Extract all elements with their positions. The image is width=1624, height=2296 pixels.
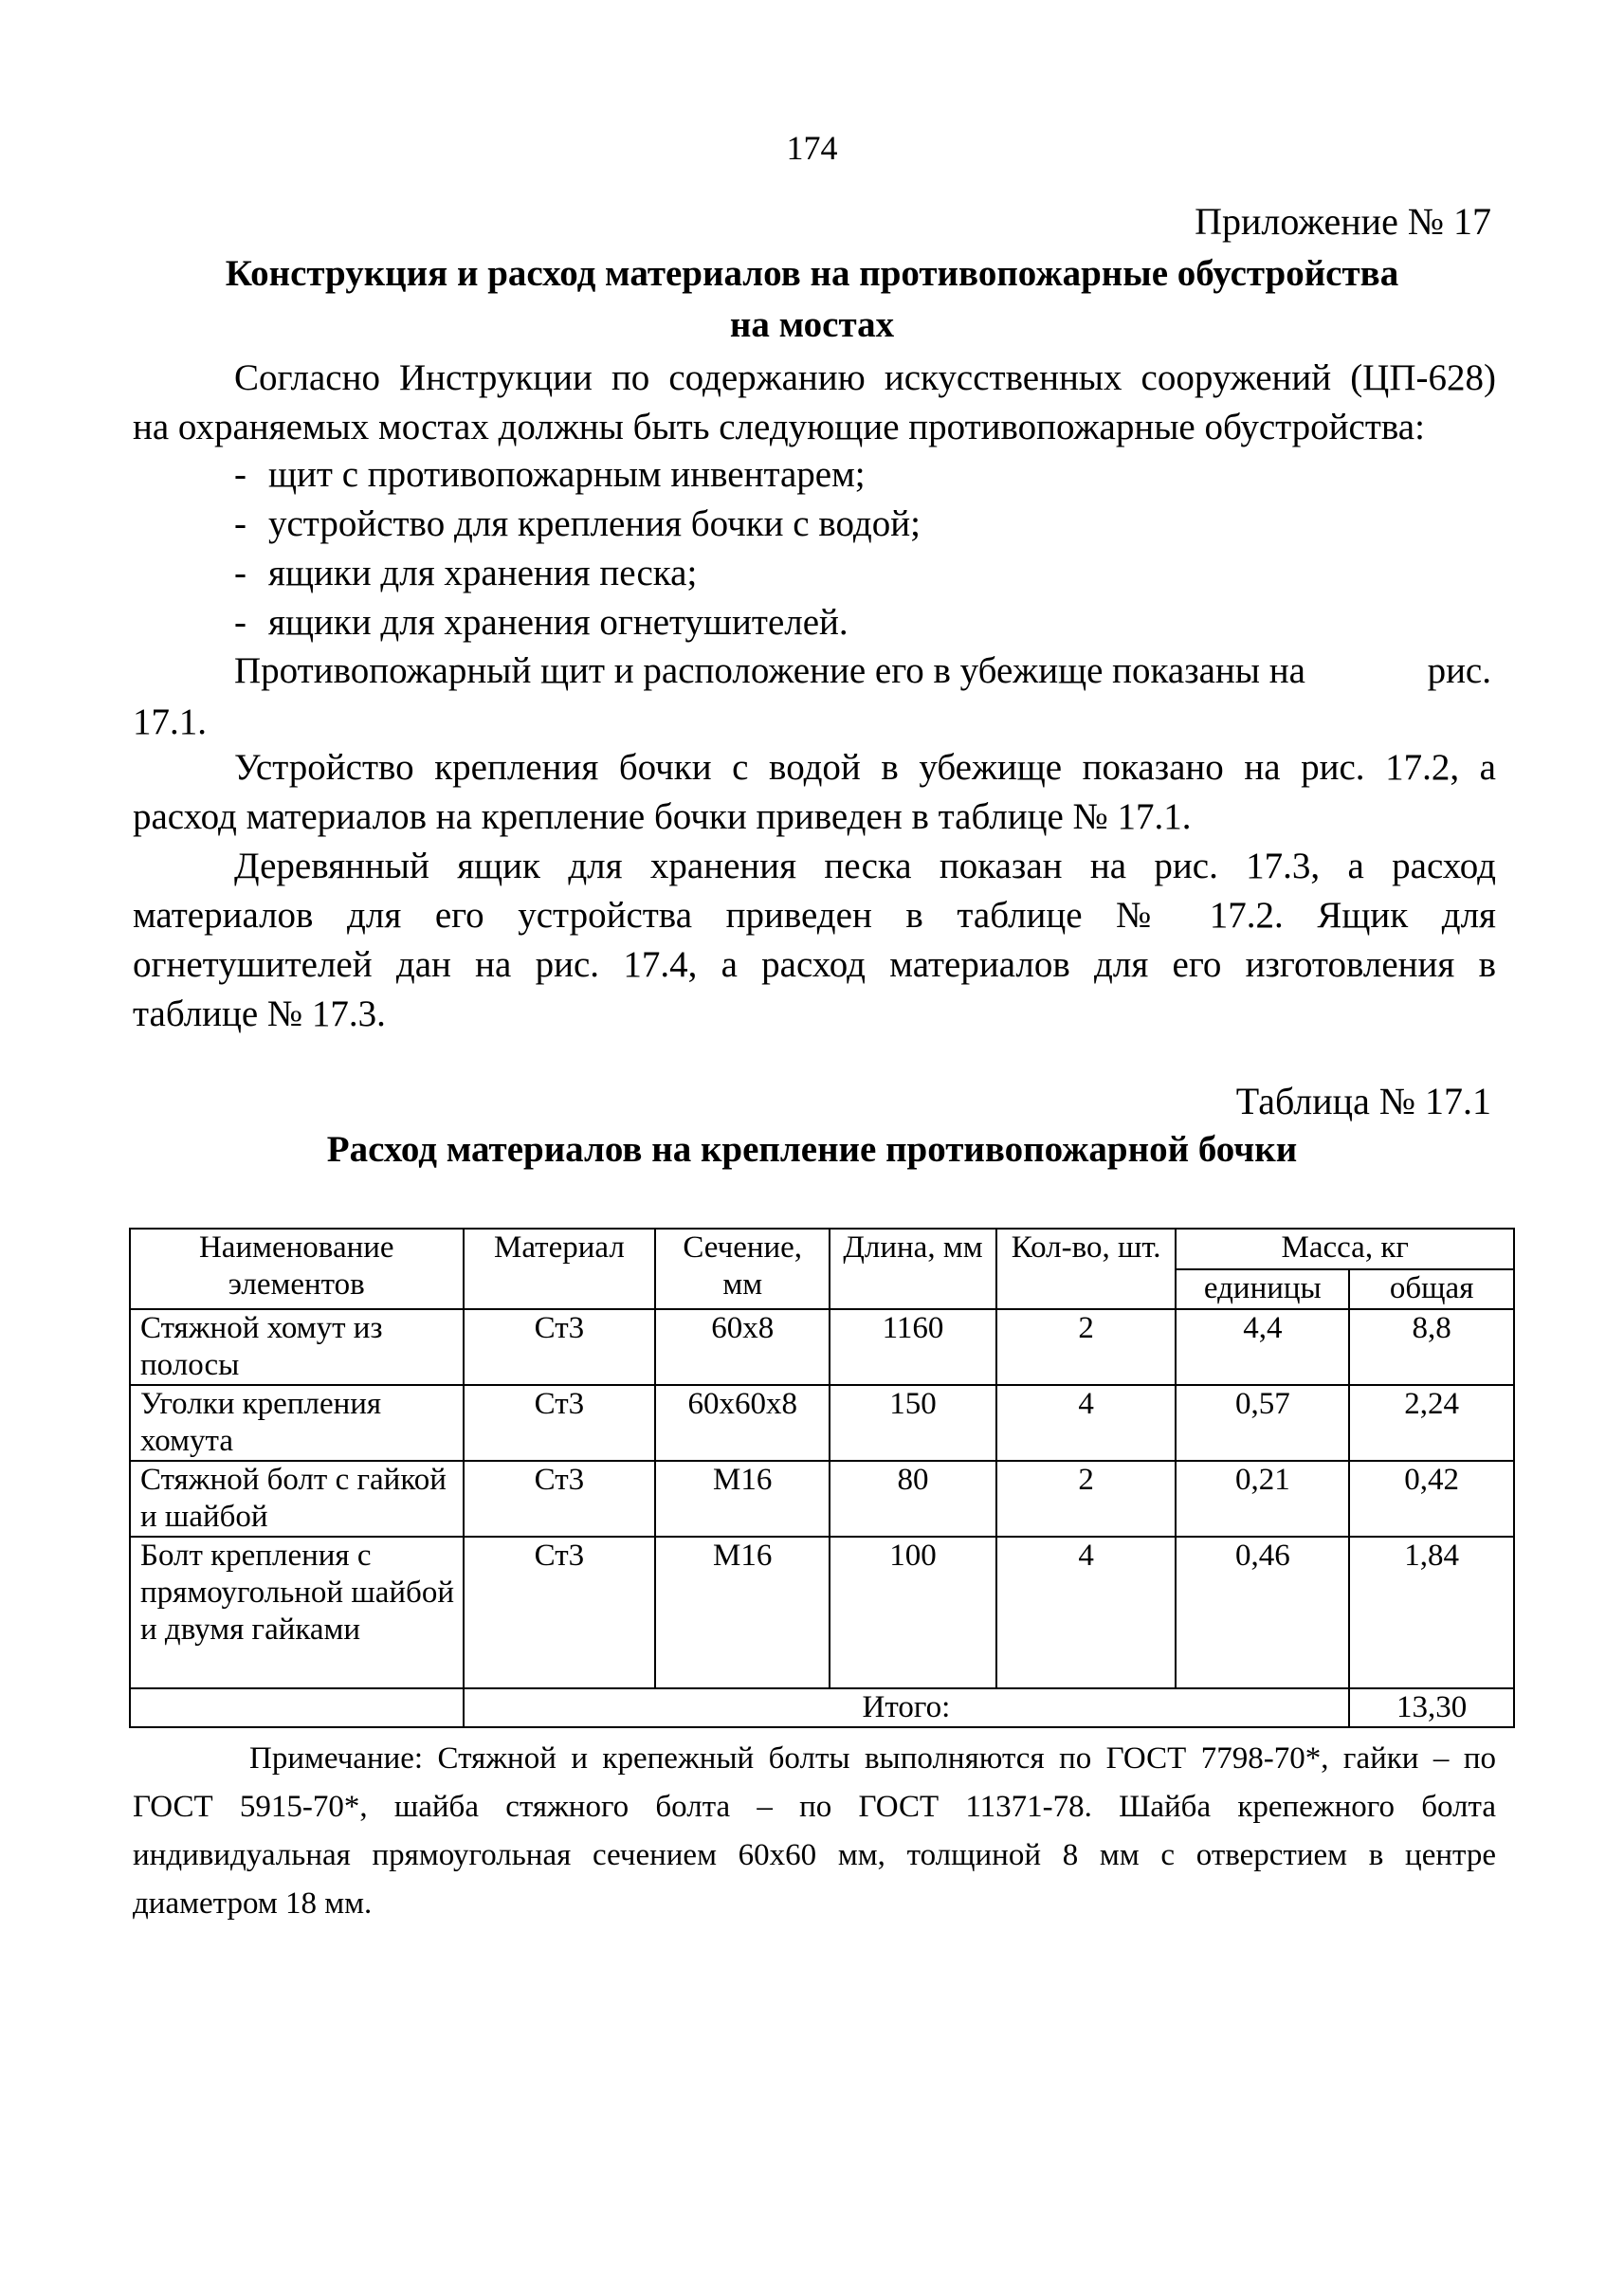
cell-section: М16 <box>655 1537 830 1688</box>
cell-qty: 2 <box>996 1461 1177 1537</box>
cell-material: Ст3 <box>464 1385 656 1461</box>
cell-section: М16 <box>655 1461 830 1537</box>
table-title: Расход материалов на крепление противопожарной бочки <box>326 1129 1298 1170</box>
list-dash: - <box>234 454 246 495</box>
note-line-4: диаметром 18 мм. <box>133 1886 373 1921</box>
list-item-text: щит с противопожарным инвентарем; <box>268 454 866 495</box>
intro-line-2: на охраняемых мостах должны быть следующие противопожарные обустройства: <box>133 407 1425 447</box>
cell-mass-total: 8,8 <box>1349 1309 1514 1385</box>
paragraph-4-line-2: материалов для его устройства приведен в таблице № 17.2. Ящик для <box>133 895 1496 936</box>
list-dash: - <box>234 503 246 544</box>
header-length: Длина, мм <box>830 1229 996 1309</box>
cell-mass-total: 2,24 <box>1349 1385 1514 1461</box>
note-line-3: индивидуальная прямоугольная сечением 60х60 мм, толщиной 8 мм с отверстием в центре <box>133 1838 1496 1872</box>
cell-length: 100 <box>830 1537 996 1688</box>
header-mass-total: общая <box>1349 1269 1514 1309</box>
cell-mass-unit: 0,57 <box>1176 1385 1349 1461</box>
header-mass: Масса, кг <box>1176 1229 1514 1269</box>
header-material: Материал <box>464 1229 656 1309</box>
table-row <box>130 1309 1514 1385</box>
cell-mass-unit: 0,46 <box>1176 1537 1349 1688</box>
cell-length: 80 <box>830 1461 996 1537</box>
document-title-line-1: Конструкция и расход материалов на противопожарные обустройства <box>225 253 1399 294</box>
header-section: Сечение, мм <box>655 1229 830 1309</box>
cell-material: Ст3 <box>464 1537 656 1688</box>
paragraph-3-line-1: Устройство крепления бочки с водой в убежище показано на рис. 17.2, а <box>234 747 1496 788</box>
list-dash: - <box>234 553 246 593</box>
cell-section: 60х8 <box>655 1309 830 1385</box>
paragraph-2-line-2: 17.1. <box>133 702 207 742</box>
cell-mass-unit: 0,21 <box>1176 1461 1349 1537</box>
paragraph-3-line-2: расход материалов на крепление бочки приведен в таблице № 17.1. <box>133 796 1192 837</box>
appendix-label: Приложение № 17 <box>1195 200 1491 243</box>
note-line-2: ГОСТ 5915-70*, шайба стяжного болта – по ГОСТ 11371-78. Шайба крепежного болта <box>133 1790 1496 1824</box>
materials-table <box>129 1228 1515 1728</box>
cell-section: 60х60х8 <box>655 1385 830 1461</box>
total-value: 13,30 <box>1349 1688 1514 1727</box>
cell-length: 1160 <box>830 1309 996 1385</box>
cell-name: Стяжной болт с гайкой и шайбой <box>130 1461 464 1537</box>
cell-qty: 2 <box>996 1309 1177 1385</box>
header-name: Наименование элементов <box>130 1229 464 1309</box>
list-dash: - <box>234 602 246 643</box>
cell-material: Ст3 <box>464 1309 656 1385</box>
header-mass-unit: единицы <box>1176 1269 1349 1309</box>
list-item <box>234 453 866 496</box>
cell-mass-total: 1,84 <box>1349 1537 1514 1688</box>
cell-name: Уголки крепления хомута <box>130 1385 464 1461</box>
table-total-row <box>130 1688 1514 1727</box>
paragraph-4-line-3: огнетушителей дан на рис. 17.4, а расход материалов для его изготовления в <box>133 944 1496 985</box>
cell-qty: 4 <box>996 1537 1177 1688</box>
cell-length: 150 <box>830 1385 996 1461</box>
cell-empty <box>130 1688 464 1727</box>
total-label: Итого: <box>464 1688 1350 1727</box>
cell-mass-unit: 4,4 <box>1176 1309 1349 1385</box>
paragraph-2-line-1: Противопожарный щит и расположение его в убежище показаны на <box>234 650 1305 691</box>
intro-line-1: Согласно Инструкции по содержанию искусственных сооружений (ЦП-628) <box>234 357 1496 398</box>
cell-mass-total: 0,42 <box>1349 1461 1514 1537</box>
paragraph-2-line-1-end: рис. <box>1427 650 1491 691</box>
header-qty: Кол-во, шт. <box>996 1229 1177 1309</box>
paragraph-4-line-1: Деревянный ящик для хранения песка показан на рис. 17.3, а расход <box>234 846 1496 886</box>
list-item-text: устройство для крепления бочки с водой; <box>268 503 921 544</box>
cell-material: Ст3 <box>464 1461 656 1537</box>
list-item <box>234 552 697 594</box>
paragraph-4-line-4: таблице № 17.3. <box>133 993 386 1034</box>
cell-qty: 4 <box>996 1385 1177 1461</box>
cell-name: Стяжной хомут из полосы <box>130 1309 464 1385</box>
list-item-text: ящики для хранения огнетушителей. <box>268 602 848 643</box>
document-title-line-2: на мостах <box>729 304 895 345</box>
page-number: 174 <box>786 129 838 167</box>
list-item <box>234 601 848 644</box>
table-row <box>130 1461 1514 1537</box>
list-item-text: ящики для хранения песка; <box>268 553 698 593</box>
table-row <box>130 1385 1514 1461</box>
table-row <box>130 1537 1514 1688</box>
note-line-1: Примечание: Стяжной и крепежный болты выполняются по ГОСТ 7798-70*, гайки – по <box>249 1741 1496 1776</box>
list-item <box>234 502 921 545</box>
table-number: Таблица № 17.1 <box>1235 1080 1491 1122</box>
table-header-row <box>130 1229 1514 1269</box>
cell-name: Болт крепления с прямоугольной шайбой и двумя гайками <box>130 1537 464 1688</box>
